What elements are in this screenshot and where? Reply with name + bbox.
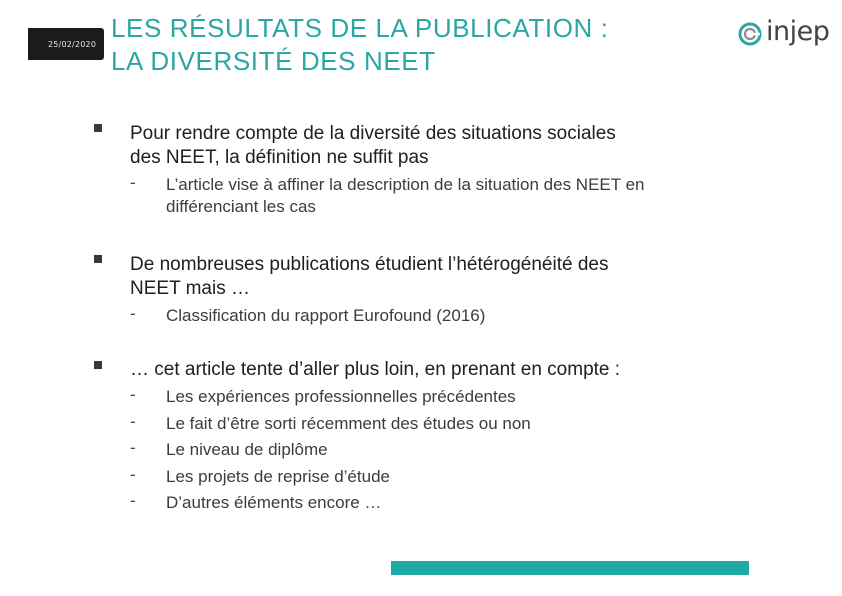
bullet-line: … cet article tente d’aller plus loin, en prenant en compte : [130, 359, 621, 380]
dash-marker: - [130, 385, 136, 404]
dash-marker: - [130, 173, 136, 192]
dash-marker: - [130, 438, 136, 457]
bullet-square [94, 361, 102, 369]
sub-bullet-text: Le niveau de diplôme [166, 440, 328, 459]
bullet-square [94, 255, 102, 263]
sub-bullet-line: différenciant les cas [166, 197, 316, 216]
bullet-line: De nombreuses publications étudient l’hétérogénéité des [130, 254, 609, 275]
sub-bullet-line: Classification du rapport Eurofound (2016) [166, 306, 486, 325]
sub-bullet-text [166, 305, 485, 327]
footer-accent-bar [391, 561, 749, 575]
date-badge [28, 28, 104, 60]
bullet-text [130, 358, 620, 382]
bullet-line: des NEET, la définition ne suffit pas [130, 147, 429, 168]
dash-marker: - [130, 412, 136, 431]
slide-date: 25/02/2020 [48, 40, 97, 49]
sub-bullet-text [166, 174, 644, 218]
bullet-square [94, 124, 102, 132]
sub-bullet-text: Le fait d’être sorti récemment des études ou non [166, 414, 531, 433]
injep-logo-text: injep [766, 16, 830, 47]
dash-marker: - [130, 491, 136, 510]
bullet-text [130, 122, 616, 170]
slide-title [111, 12, 609, 78]
dash-marker: - [130, 304, 136, 323]
slide-title-line-1: LES RÉSULTATS DE LA PUBLICATION : [111, 13, 609, 43]
sub-bullet-text: Les expériences professionnelles précédentes [166, 387, 516, 406]
sub-bullet-text: D’autres éléments encore … [166, 493, 382, 512]
sub-bullet-text: Les projets de reprise d’étude [166, 467, 390, 486]
bullet-line: Pour rendre compte de la diversité des situations sociales [130, 123, 616, 144]
bullet-line: NEET mais … [130, 278, 251, 299]
bullet-text [130, 253, 608, 301]
dash-marker: - [130, 465, 136, 484]
slide-title-line-2: LA DIVERSITÉ DES NEET [111, 46, 436, 76]
injep-logo [736, 18, 828, 52]
injep-logo-mark-icon [738, 22, 762, 46]
sub-bullet-line: L’article vise à affiner la description de la situation des NEET en [166, 175, 645, 194]
